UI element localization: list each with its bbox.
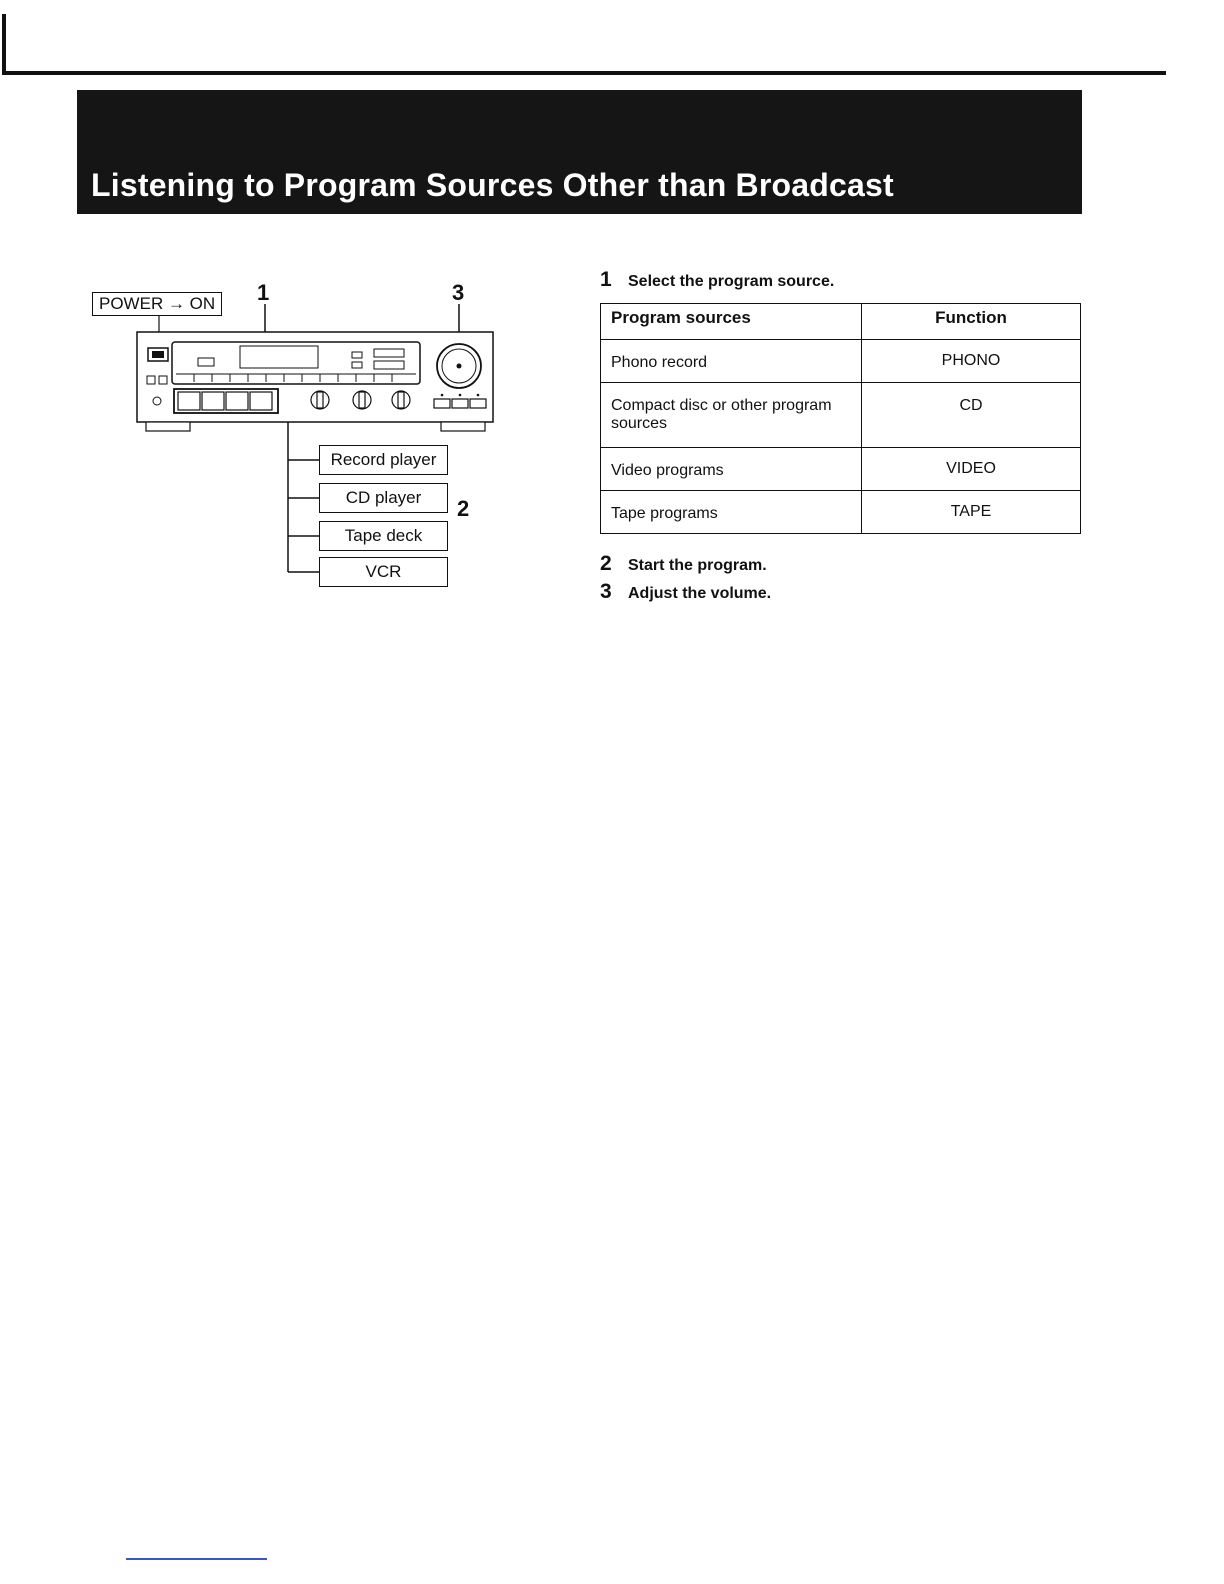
step-2-number: 2 [600, 552, 612, 575]
step-2-text: Start the program. [628, 557, 767, 574]
row-source: Compact disc or other program sources [601, 383, 862, 448]
step-1-text: Select the program source. [628, 273, 835, 290]
callout-2: 2 [457, 496, 470, 521]
step-2 [600, 552, 767, 576]
display-window [240, 346, 318, 368]
callout-3: 3 [452, 280, 465, 305]
program-source-table [600, 303, 1081, 534]
crop-mark-vertical [2, 14, 6, 74]
indicator-a [352, 352, 362, 358]
table-row [601, 383, 1081, 448]
source-cd-player: CD player [319, 483, 448, 513]
small-button-b [159, 376, 167, 384]
headphone-jack [153, 397, 161, 405]
title-bar [77, 90, 1082, 214]
indicator-c [374, 349, 404, 357]
footer-rule [126, 1558, 267, 1560]
row-function: VIDEO [862, 448, 1081, 491]
receiver-diagram [80, 270, 520, 610]
receiver-foot-right [441, 422, 485, 431]
step-3-number: 3 [600, 580, 612, 603]
receiver-foot-left [146, 422, 190, 431]
table-header-row [601, 304, 1081, 340]
indicator-d [374, 361, 404, 369]
speaker-buttons [434, 399, 486, 408]
row-function: PHONO [862, 340, 1081, 383]
power-on-label: POWER → ON [92, 292, 222, 316]
volume-knob-center [457, 364, 462, 369]
callout-1: 1 [257, 280, 270, 305]
table-row [601, 340, 1081, 383]
row-source: Tape programs [601, 491, 862, 534]
row-source: Video programs [601, 448, 862, 491]
step-3 [600, 580, 771, 604]
row-function: TAPE [862, 491, 1081, 534]
power-button-indicator [152, 351, 164, 358]
receiver-illustration [80, 270, 520, 610]
source-record-player: Record player [319, 445, 448, 475]
crop-mark-horizontal [2, 71, 1166, 75]
page-title: Listening to Program Sources Other than Broadcast [91, 167, 894, 203]
display-icon [198, 358, 214, 366]
header-function: Function [862, 304, 1081, 340]
table-row [601, 491, 1081, 534]
small-button-a [147, 376, 155, 384]
header-program-sources: Program sources [601, 304, 862, 340]
source-vcr: VCR [319, 557, 448, 587]
step-1 [600, 268, 834, 292]
step-3-text: Adjust the volume. [628, 585, 772, 602]
indicator-b [352, 362, 362, 368]
tone-knobs [311, 391, 410, 409]
row-function: CD [862, 383, 1081, 448]
source-tape-deck: Tape deck [319, 521, 448, 551]
row-source: Phono record [601, 340, 862, 383]
step-1-number: 1 [600, 268, 612, 291]
table-row [601, 448, 1081, 491]
